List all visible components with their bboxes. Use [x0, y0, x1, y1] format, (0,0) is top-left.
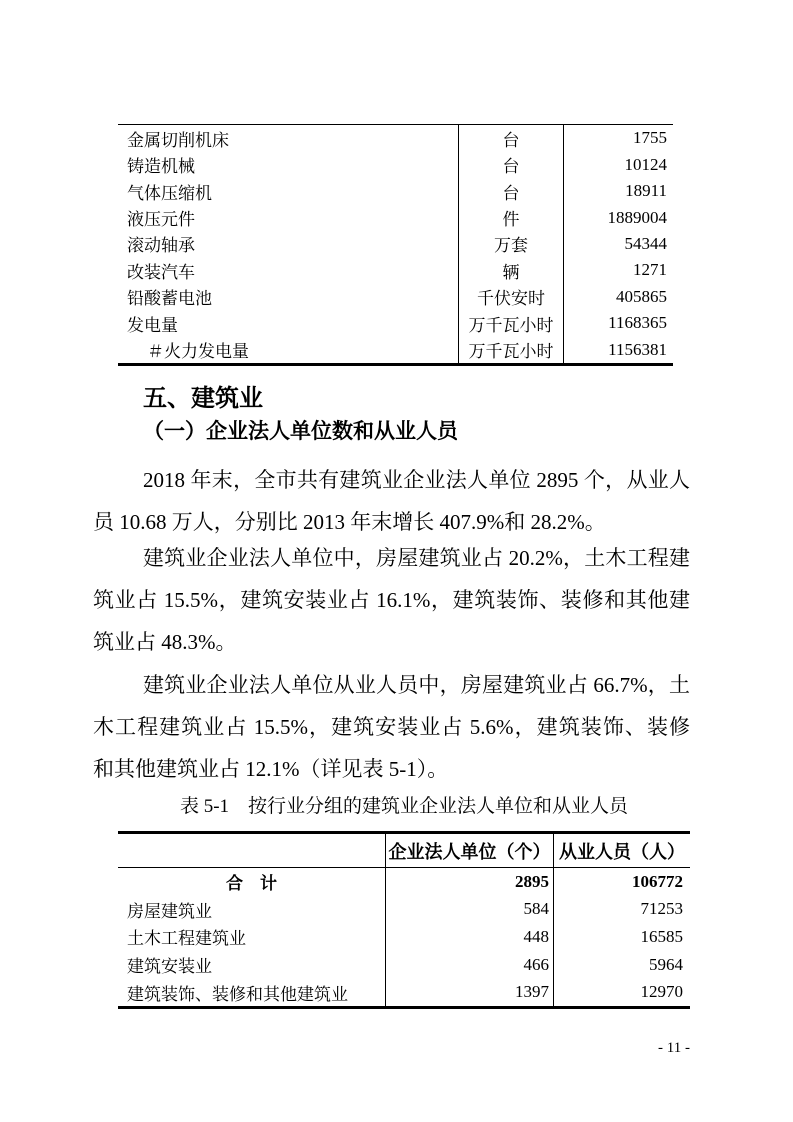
table-5-1-caption: 表 5-1 按行业分组的建筑业企业法人单位和从业人员: [179, 796, 629, 817]
product-name-cell: 铅酸蓄电池: [127, 289, 212, 309]
unit-cell: 万千瓦小时: [458, 310, 563, 336]
paragraph-line: 筑业占 48.3%。: [93, 630, 237, 654]
unit-cell: 千伏安时: [458, 284, 563, 310]
industry-cell: 土木工程建筑业: [127, 929, 246, 949]
table-row: [118, 310, 673, 336]
unit-cell: 万千瓦小时: [458, 337, 563, 363]
value-cell: 1755: [563, 125, 673, 151]
section-heading: 五、建筑业: [143, 385, 263, 412]
paragraph-line: 员 10.68 万人，分别比 2013 年末增长 407.9%和 28.2%。: [93, 510, 606, 534]
value-cell: 18911: [563, 178, 673, 204]
table-row: [118, 896, 690, 924]
table-header-row: [118, 834, 690, 868]
header-industry-cell: [118, 834, 385, 867]
paragraph: [93, 664, 690, 790]
paragraph: [93, 459, 690, 543]
value-cell: 1889004: [563, 204, 673, 230]
table-row: [118, 151, 673, 177]
unit-cell: 件: [458, 204, 563, 230]
value-cell: 1168365: [563, 310, 673, 336]
employees-cell: 12970: [553, 978, 690, 1006]
subsection-heading: （一）企业法人单位数和从业人员: [143, 419, 458, 443]
unit-cell: 台: [458, 125, 563, 151]
construction-industry-table: [118, 831, 690, 1009]
page-number: - 11 -: [658, 1040, 690, 1056]
paragraph-line: 建筑业企业法人单位中，房屋建筑业占 20.2%，土木工程建: [143, 546, 690, 570]
table-row: [118, 125, 673, 151]
table-row: [118, 204, 673, 230]
product-name-cell: 发电量: [127, 315, 178, 335]
paragraph-line: 筑业占 15.5%，建筑安装业占 16.1%，建筑装饰、装修和其他建: [93, 588, 690, 612]
value-cell: 54344: [563, 231, 673, 257]
value-cell: 1271: [563, 257, 673, 283]
table-row: [118, 231, 673, 257]
industry-cell: 建筑装饰、装修和其他建筑业: [127, 984, 348, 1004]
paragraph-line: 2018 年末，全市共有建筑业企业法人单位 2895 个，从业人: [143, 468, 690, 492]
legal-units-cell: 584: [385, 896, 553, 924]
table-row: [118, 951, 690, 979]
product-name-cell: 液压元件: [127, 210, 195, 230]
employees-cell: 106772: [553, 868, 690, 896]
table-row: [118, 178, 673, 204]
unit-cell: 辆: [458, 257, 563, 283]
table-row: [118, 923, 690, 951]
product-name-cell: 铸造机械: [127, 157, 195, 177]
legal-units-cell: 2895: [385, 868, 553, 896]
legal-units-cell: 1397: [385, 978, 553, 1006]
paragraph: [93, 537, 690, 663]
table-row: [118, 337, 673, 363]
industrial-output-table: [118, 124, 673, 366]
value-cell: 405865: [563, 284, 673, 310]
employees-cell: 71253: [553, 896, 690, 924]
legal-units-cell: 448: [385, 923, 553, 951]
value-cell: 10124: [563, 151, 673, 177]
legal-units-cell: 466: [385, 951, 553, 979]
industry-cell: 合 计: [226, 874, 277, 894]
paragraph-line: 和其他建筑业占 12.1%（详见表 5-1）。: [93, 757, 449, 781]
table-row: [118, 284, 673, 310]
header-employees-cell: 从业人员（人）: [553, 834, 690, 867]
table-row: [118, 978, 690, 1006]
table-row-total: [118, 868, 690, 896]
employees-cell: 5964: [553, 951, 690, 979]
industry-cell: 建筑安装业: [127, 957, 212, 977]
product-name-cell: 金属切削机床: [127, 130, 229, 150]
product-name-cell: 改装汽车: [127, 262, 195, 282]
header-legal-units-cell: 企业法人单位（个）: [385, 834, 553, 867]
value-cell: 1156381: [563, 337, 673, 363]
unit-cell: 台: [458, 151, 563, 177]
paragraph-line: 木工程建筑业占 15.5%，建筑安装业占 5.6%，建筑装饰、装修: [93, 715, 690, 739]
table-row: [118, 257, 673, 283]
employees-cell: 16585: [553, 923, 690, 951]
product-name-cell: 气体压缩机: [127, 183, 212, 203]
unit-cell: 万套: [458, 231, 563, 257]
product-name-cell: 滚动轴承: [127, 236, 195, 256]
product-name-cell: ＃火力发电量: [147, 342, 249, 362]
paragraph-line: 建筑业企业法人单位从业人员中，房屋建筑业占 66.7%，土: [143, 673, 690, 697]
industry-cell: 房屋建筑业: [127, 901, 212, 921]
unit-cell: 台: [458, 178, 563, 204]
